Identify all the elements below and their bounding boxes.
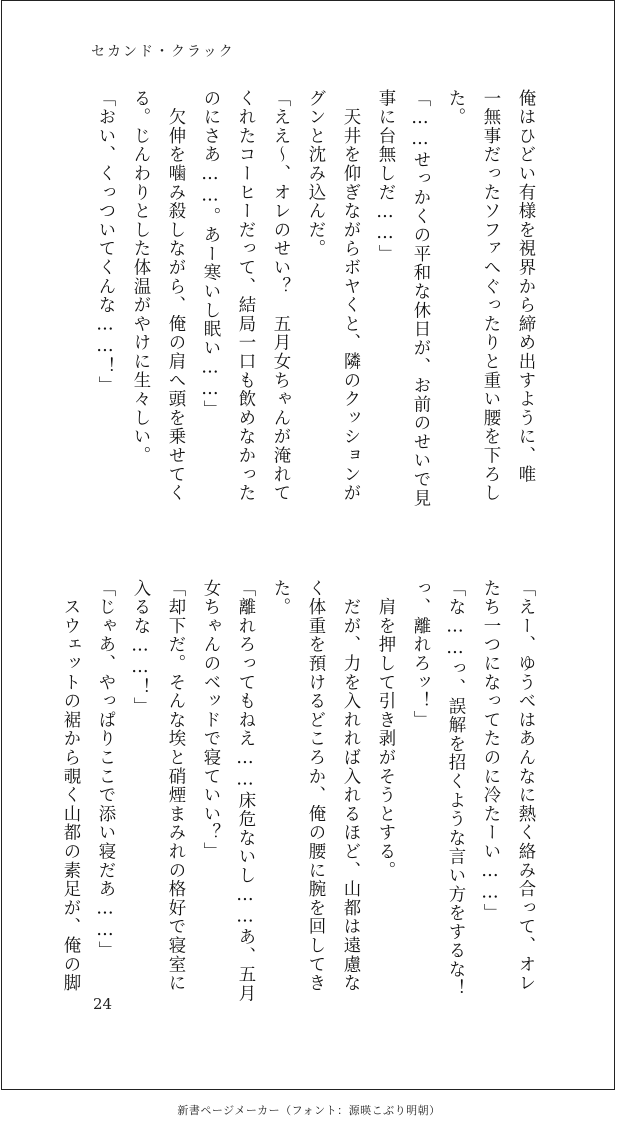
text-line: 「却下だ。そんな埃と硝煙まみれの格好で寝室に <box>165 579 185 993</box>
text-line: 「ええ～、オレのせい？ 五月女ちゃんが淹れて <box>270 89 290 503</box>
text-line: 「おい、くっついてくんな……！」 <box>95 89 115 395</box>
text-line: 「離れろってもねえ……床危ないし……あ、五月 <box>235 579 255 1003</box>
footer-credit: 新書ページメーカー（フォント：源暎こぶり明朝） <box>177 1104 441 1117</box>
text-line: く体重を預けるどころか、俺の腰に腕を回してき <box>305 579 325 993</box>
text-line: 女ちゃんのベッドで寝ていい？」 <box>200 579 220 861</box>
text-line: 天井を仰ぎながらボヤくと、隣のクッションが <box>340 89 360 503</box>
text-line: た。 <box>445 89 465 127</box>
text-line: 「じゃあ、やっぱりここで添い寝だあ……」 <box>95 579 115 961</box>
text-line: 事に台無しだ……」 <box>375 89 395 264</box>
text-line: 欠伸を噛み殺しながら、俺の肩へ頭を乗せてく <box>165 89 185 503</box>
text-line: た。 <box>270 579 290 617</box>
text-line: だが、力を入れれば入れるほど、山都は遠慮な <box>340 579 360 993</box>
text-line: のにさあ……。あー寒いし眠い……」 <box>200 89 220 419</box>
text-line: くれたコーヒーだって、結局一口も飲めなかった <box>235 89 255 503</box>
page-number: 24 <box>93 995 113 1013</box>
text-line: スウェットの裾から覗く山都の素足が、俺の脚 <box>60 579 80 993</box>
text-line: 「……せっかくの平和な休日が、お前のせいで見 <box>410 89 430 508</box>
text-line: る。じんわりとした体温がやけに生々しい。 <box>130 89 150 465</box>
text-line: 入るな……！」 <box>130 579 150 716</box>
text-line: 俺はひどい有様を視界から締め出すように、唯 <box>515 89 535 484</box>
lower-text-block <box>52 579 542 1019</box>
text-line: 「えー、ゆうべはあんなに熱く絡み合って、オレ <box>515 579 535 993</box>
book-page <box>1 0 615 1090</box>
text-line: 一無事だったソファへぐったりと重い腰を下ろし <box>480 89 500 503</box>
text-line: グンと沈み込んだ。 <box>305 89 325 259</box>
text-line: 肩を押して引き剥がそうとする。 <box>375 579 395 880</box>
text-line: たち一つになってたのに冷たーい……」 <box>480 579 500 923</box>
text-line: っ、離れろッ！」 <box>410 579 430 730</box>
upper-text-block <box>87 89 542 529</box>
text-line: 「な……っ、誤解を招くような言い方をするな！ <box>445 579 465 998</box>
running-header: セカンド・クラック <box>91 44 235 60</box>
